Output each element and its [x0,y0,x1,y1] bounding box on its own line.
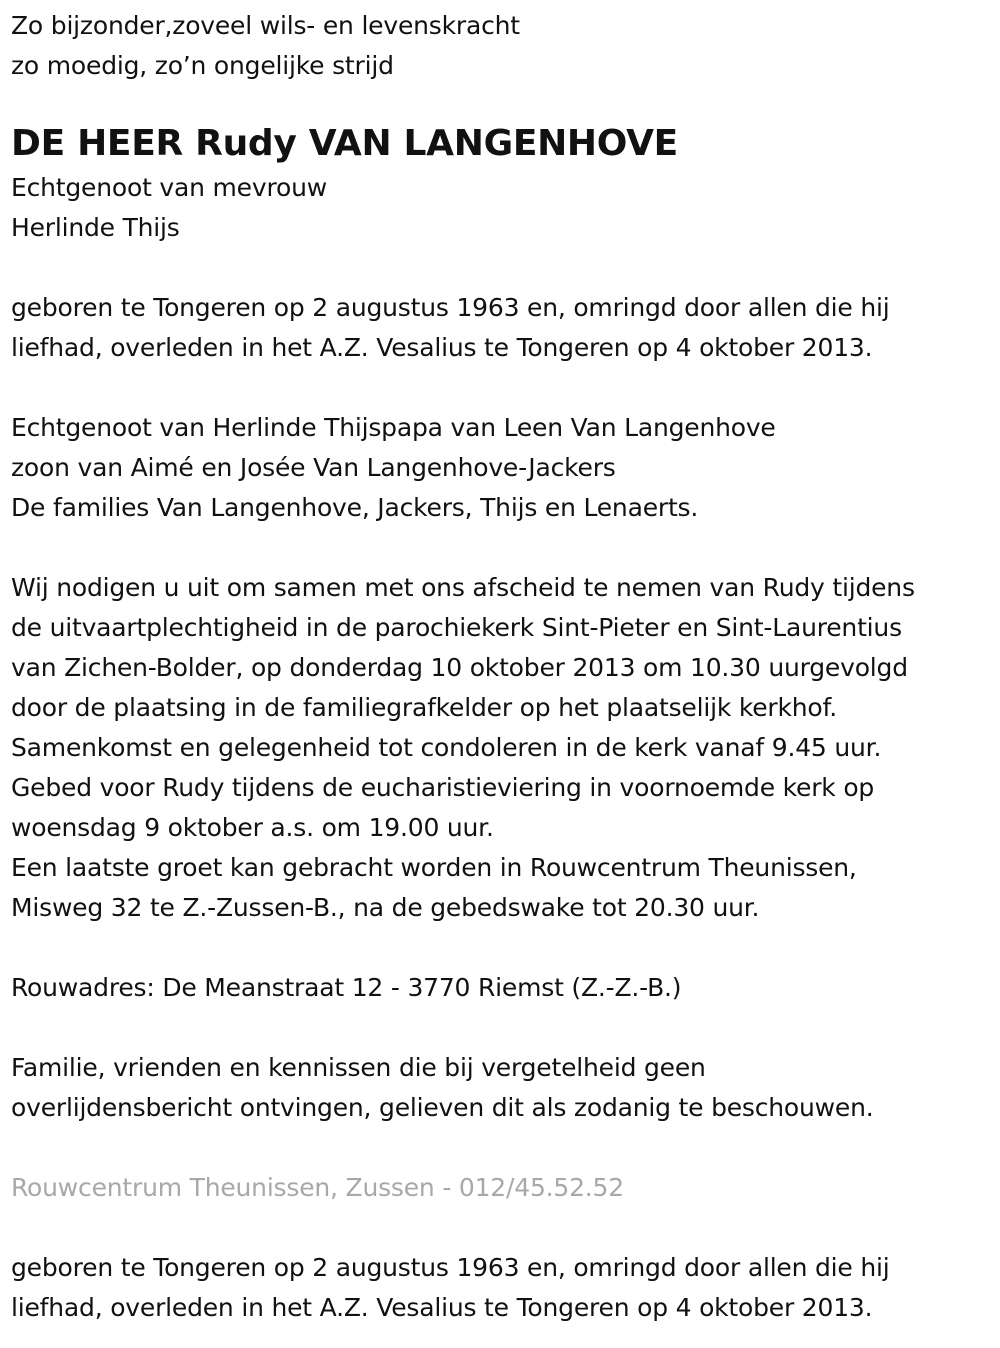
spouse-intro-line: Herlinde Thijs [11,213,180,242]
motto-line: Zo bijzonder,zoveel wils- en levenskracht [11,11,520,40]
paragraph-line: door de plaatsing in de familiegrafkelder op het plaatselijk kerkhof. [11,693,838,722]
paragraph-line: liefhad, overleden in het A.Z. Vesalius te Tongeren op 4 oktober 2013. [11,333,873,362]
paragraph-line: zoon van Aimé en Josée Van Langenhove-Jackers [11,453,616,482]
address-line: Rouwadres: De Meanstraat 12 - 3770 Riemst (Z.-Z.-B.) [11,973,682,1002]
deceased-name: DE HEER Rudy VAN LANGENHOVE [11,123,678,164]
paragraph-line: geboren te Tongeren op 2 augustus 1963 en, omringd door allen die hij [11,1253,890,1282]
paragraph-line: Samenkomst en gelegenheid tot condoleren in de kerk vanaf 9.45 uur. [11,733,882,762]
paragraph-line: De families Van Langenhove, Jackers, Thijs en Lenaerts. [11,493,699,522]
paragraph-line: Echtgenoot van Herlinde Thijspapa van Leen Van Langenhove [11,413,776,442]
paragraph-line: liefhad, overleden in het A.Z. Vesalius te Tongeren op 4 oktober 2013. [11,1293,873,1322]
paragraph-line: Familie, vrienden en kennissen die bij vergetelheid geen [11,1053,706,1082]
motto-line: zo moedig, zo’n ongelijke strijd [11,51,394,80]
paragraph-line: Wij nodigen u uit om samen met ons afscheid te nemen van Rudy tijdens [11,573,915,602]
spouse-intro [11,168,1000,248]
notice-paragraph [11,1048,1000,1128]
spouse-intro-line: Echtgenoot van mevrouw [11,173,327,202]
ceremony-paragraph [11,568,1000,928]
paragraph-line: Gebed voor Rudy tijdens de eucharistieviering in voornoemde kerk op [11,773,875,802]
paragraph-line: van Zichen-Bolder, op donderdag 10 oktober 2013 om 10.30 uurgevolgd [11,653,908,682]
paragraph-line: geboren te Tongeren op 2 augustus 1963 en, omringd door allen die hij [11,293,890,322]
funeral-home-credit [11,1168,1000,1208]
paragraph-line: Misweg 32 te Z.-Zussen-B., na de gebedswake tot 20.30 uur. [11,893,760,922]
birth-death-paragraph [11,288,1000,368]
paragraph-line: Een laatste groet kan gebracht worden in Rouwcentrum Theunissen, [11,853,857,882]
motto [11,6,1000,86]
family-paragraph [11,408,1000,528]
paragraph-line: overlijdensbericht ontvingen, gelieven dit als zodanig te beschouwen. [11,1093,874,1122]
mourning-address [11,968,1000,1008]
birth-death-paragraph-repeat [11,1248,1000,1328]
paragraph-line: woensdag 9 oktober a.s. om 19.00 uur. [11,813,494,842]
paragraph-line: de uitvaartplechtigheid in de parochiekerk Sint-Pieter en Sint-Laurentius [11,613,902,642]
funeral-home-line: Rouwcentrum Theunissen, Zussen - 012/45.52.52 [11,1173,624,1202]
